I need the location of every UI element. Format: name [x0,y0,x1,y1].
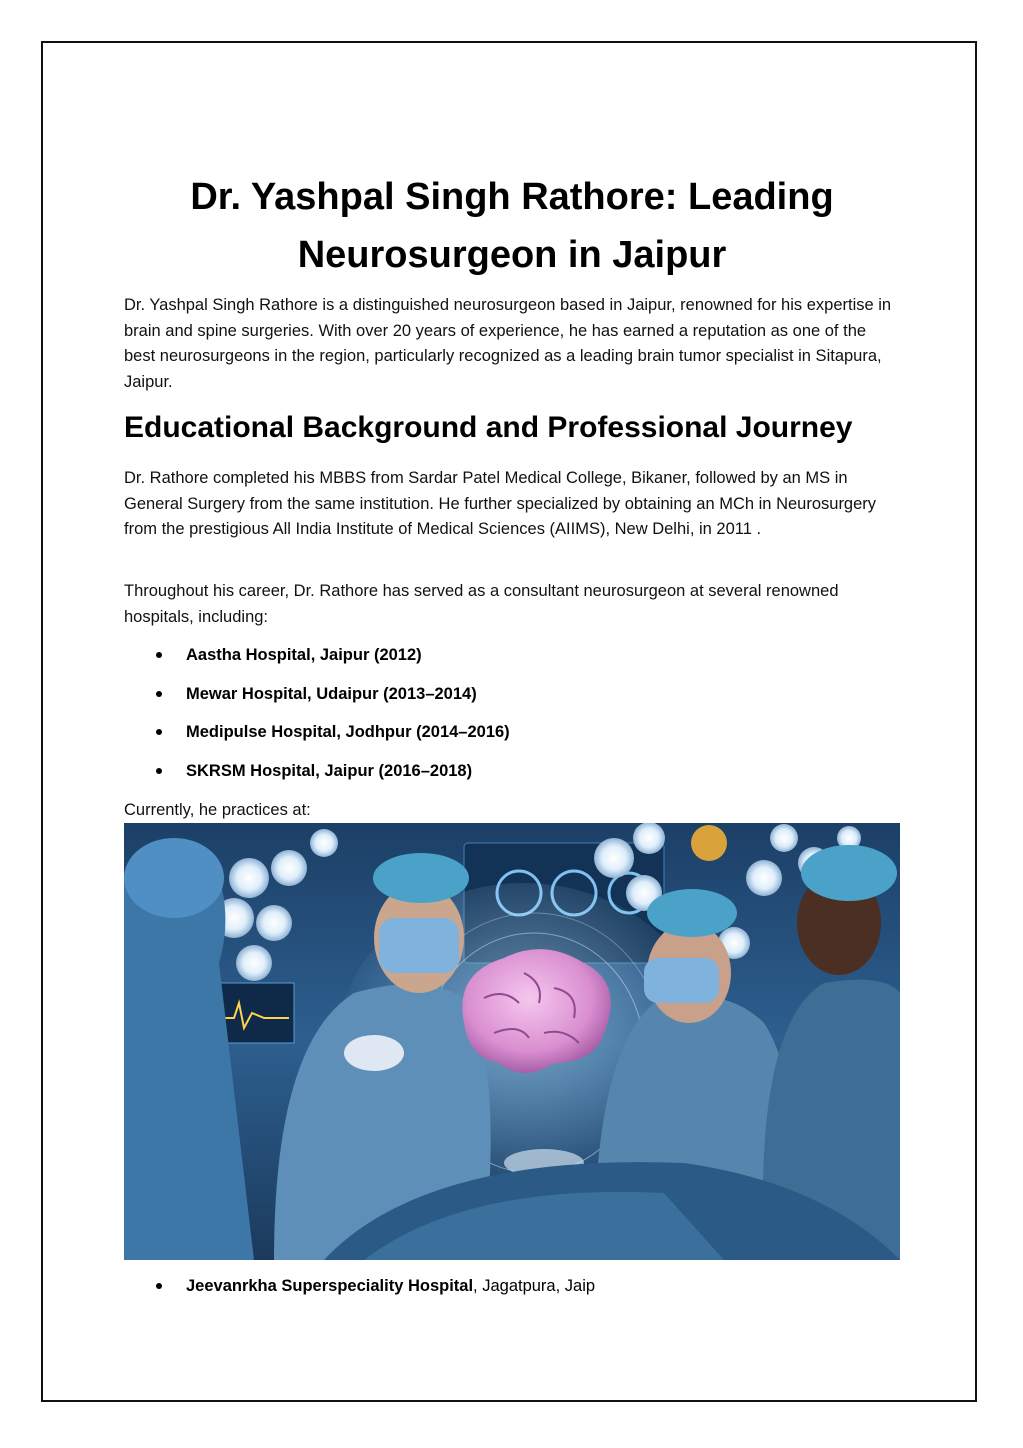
list-item [124,1275,900,1297]
hospital-item: Medipulse Hospital, Jodhpur (2014–2016) [186,723,510,741]
intro-paragraph: Dr. Yashpal Singh Rathore is a distinguished neurosurgeon based in Jaipur, renowned for his expertise in brain and spine surgeries. With over 20 years of experience, he has earned a reputation as one of the best neurosurgeons in the region, particularly recognized as a leading brain tumor specialist in Sitapura, Jaipur. [124,296,892,391]
current-hospital: Jeevanrkha Superspeciality Hospital [186,1277,474,1295]
current-practice-list [124,1275,900,1297]
surgery-photo-icon [124,823,900,1260]
list-item [124,683,900,722]
hospital-item: Aastha Hospital, Jaipur (2012) [186,646,422,664]
list-item [124,644,900,683]
section-heading: Educational Background and Professional Journey [124,411,853,444]
bullet-icon [156,1283,162,1289]
list-item [124,760,900,799]
career-paragraph: Throughout his career, Dr. Rathore has served as a consultant neurosurgeon at several renowned hospitals, including: [124,582,839,626]
current-intro: Currently, he practices at: [124,801,311,819]
current-location: , Jagatpura, Jaip [473,1277,596,1295]
hospital-list [124,644,900,798]
hospital-item: Mewar Hospital, Udaipur (2013–2014) [186,684,477,703]
page-title: Dr. Yashpal Singh Rathore: Leading Neurosurgeon in Jaipur [190,176,834,276]
bullet-icon [156,729,162,735]
bullet-icon [156,691,162,697]
hospital-item: SKRSM Hospital, Jaipur (2016–2018) [186,761,473,780]
list-item [124,721,900,760]
bullet-icon [156,652,162,658]
bullet-icon [156,768,162,774]
education-paragraph: Dr. Rathore completed his MBBS from Sardar Patel Medical College, Bikaner, followed by an MS in General Surgery from the same institution. He further specialized by obtaining an MCh in Neurosurgery from the prestigious All India Institute of Medical Sciences (AIIMS), New Delhi, in 2011 . [124,469,877,538]
